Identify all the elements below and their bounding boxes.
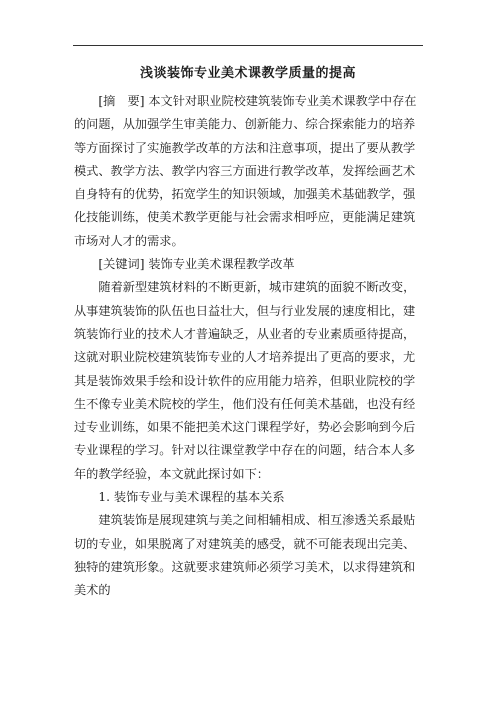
header-rule (73, 45, 423, 46)
keyword-1: 装饰专业 (148, 257, 198, 272)
page-title: 浅谈装饰专业美术课教学质量的提高 (139, 66, 356, 81)
keyword-3: 教学改革 (245, 257, 295, 272)
keyword-2: 美术课程 (197, 257, 246, 272)
intro-paragraph: 随着新型建筑材料的不断更新，城市建筑的面貌不断改变，从事建筑装饰的队伍也日益壮大，但与行业发展的速度相比，建筑装饰行业的技术人才普遍缺乏，从业者的专业素质亟待提高，这就对职业院校建筑装饰专业的人才培养提出了更高的要求，尤其是装饰效果手绘和设计软件的应用能力培养，但职业院校的学生不像专业美术院校的学生，他们没有任何美术基础，也没有经过专业训练，如果不能把美术这门课程学好，势必会影响到今后专业课程的学习。针对以往课堂教学中存在的问题，结合本人多年的教学经验，本文就此探讨如下： (74, 280, 416, 481)
article-body (74, 90, 423, 603)
section-paragraph: 建筑装饰是展现建筑与美之间相辅相成、相互渗透关系最贴切的专业，如果脱离了对建筑美的感受，就不可能表现出完美、独特的建筑形象。这就要求建筑师必须学习美术，以求得建筑和美术的 (74, 513, 416, 598)
keywords-line (74, 253, 423, 276)
abstract-paragraph: [摘 要] 本文针对职业院校建筑装饰专业美术课教学中存在的问题，从加强学生审美能力、创新能力、综合探索能力的培养等方面探讨了实施教学改革的方法和注意事项，提出了要从教学模式、教学方法、教学内容三方面进行教学改革，发挥绘画艺术自身特有的优势，拓宽学生的知识领域，加强美术基础教学，强化技能训练，使美术教学更能与社会需求相呼应，更能满足建筑市场对人才的需求。 (74, 94, 417, 248)
section-heading: 1. 装饰专业与美术课程的基本关系 (98, 490, 285, 505)
keywords-label: [关键词] (98, 257, 145, 272)
